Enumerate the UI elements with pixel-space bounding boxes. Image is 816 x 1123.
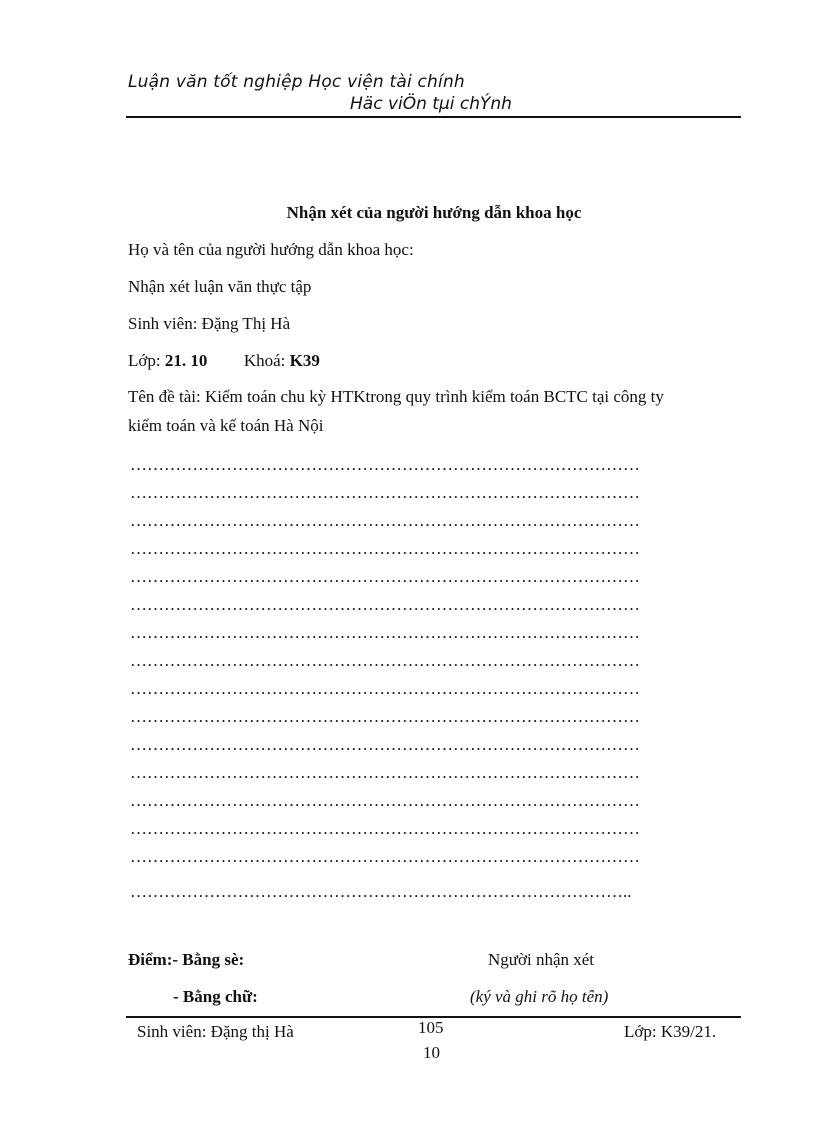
advisor-name-line <box>128 240 414 260</box>
page-title: Nhận xét của người hướng dẫn khoa học <box>286 203 582 222</box>
footer-page-number: 105 <box>418 1018 444 1037</box>
review-line <box>128 277 311 297</box>
topic-text-1: Kiểm toán chu kỳ HTKtrong quy trình kiểm toán BCTC tại công ty <box>204 387 664 406</box>
reviewer-note: (ký và ghi rõ họ tên) <box>470 987 609 1006</box>
dotted-line: ……………………………………………………………………………… <box>130 679 640 698</box>
advisor-label: Họ và tên của người hướng dẫn khoa học: <box>128 240 414 259</box>
dotted-line: ……………………………………………………………………………… <box>130 623 640 642</box>
dotted-line: ……………………………………………………………………………… <box>130 707 640 726</box>
dotted-line: ……………………………………………………………………………… <box>130 539 640 558</box>
topic-text-2: kiểm toán và kế toán Hà Nội <box>128 416 324 435</box>
student-label: Sinh viên: <box>128 314 198 333</box>
dotted-line: ……………………………………………………………………………… <box>130 511 640 530</box>
review-label: Nhận xét luận văn thực tập <box>128 277 312 296</box>
dotted-line: ……………………………………………………………………………… <box>130 455 640 474</box>
footer-class: Lớp: K39/21. <box>624 1022 717 1041</box>
dotted-line: ……………………………………………………………………………… <box>130 483 640 502</box>
student-line <box>128 314 290 334</box>
footer-student: Sinh viên: Đặng thị Hà <box>137 1022 294 1041</box>
course-value: K39 <box>289 351 320 370</box>
dotted-line: ……………………………………………………………………………… <box>130 735 640 754</box>
header-rule <box>126 116 741 118</box>
running-header-title: Luận văn tốt nghiệp Học viện tài chính <box>128 72 465 92</box>
class-line <box>128 351 320 371</box>
class-label: Lớp: <box>128 351 161 370</box>
footer-page-number-sub: 10 <box>423 1043 440 1062</box>
topic-label: Tên đề tài: <box>128 387 201 406</box>
dotted-line: ……………………………………………………………………………… <box>130 595 640 614</box>
topic-line-1 <box>128 387 664 407</box>
class-value: 21. 10 <box>164 351 208 370</box>
dotted-line: ……………………………………………………………………………… <box>130 819 640 838</box>
dotted-line: ……………………………………………………………………………… <box>130 651 640 670</box>
score-words-label: - Bằng chữ: <box>173 987 258 1006</box>
dotted-line: ……………………………………………………………………………… <box>130 763 640 782</box>
dotted-line: …………………………………………………………………………….. <box>130 882 632 901</box>
student-name: Đặng Thị Hà <box>201 314 291 333</box>
topic-line-2 <box>128 416 323 436</box>
reviewer-label: Người nhận xét <box>488 950 595 969</box>
dotted-line: ……………………………………………………………………………… <box>130 567 640 586</box>
running-header-subtitle: Häc viÖn tµi chÝnh <box>350 94 512 114</box>
dotted-line: ……………………………………………………………………………… <box>130 847 640 866</box>
course-label: Khoá: <box>243 351 286 370</box>
dotted-line: ……………………………………………………………………………… <box>130 791 640 810</box>
score-numeric-label: Điểm:- Bằng sè: <box>128 950 245 969</box>
